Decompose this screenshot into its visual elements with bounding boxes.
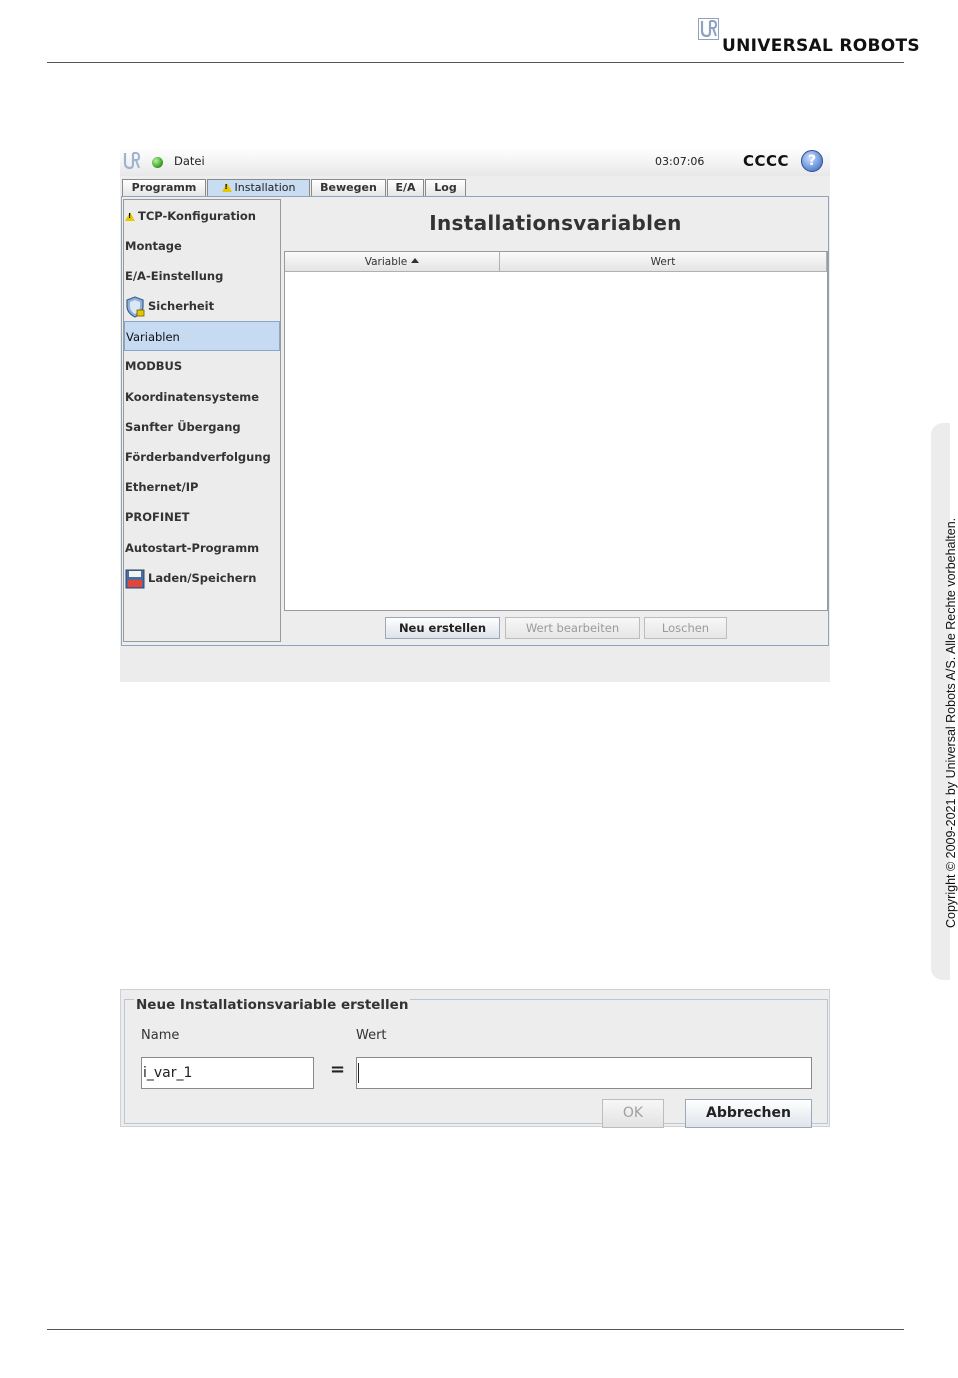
name-input[interactable]: i_var_1: [141, 1057, 314, 1089]
installation-variables-screen: [120, 148, 830, 682]
delete-button[interactable]: Loschen: [644, 617, 727, 639]
group-legend: Neue Installationsvariable erstellen: [136, 997, 409, 1013]
value-input[interactable]: [356, 1057, 812, 1089]
warning-icon: [222, 183, 232, 192]
bottom-strip: [120, 646, 830, 682]
tab-bewegen[interactable]: Bewegen: [311, 179, 386, 196]
clock: 03:07:06: [655, 155, 705, 168]
column-header-variable[interactable]: Variable: [285, 252, 500, 272]
nav-item-sicherheit[interactable]: Sicherheit: [124, 291, 280, 321]
cancel-button[interactable]: Abbrechen: [685, 1099, 812, 1128]
footer-rule: [47, 1329, 904, 1330]
nav-item-ea-einstellung[interactable]: E/A-Einstellung: [125, 269, 224, 283]
tab-log[interactable]: Log: [425, 179, 466, 196]
column-header-wert[interactable]: Wert: [500, 252, 827, 272]
nav-item-sanfter-uebergang[interactable]: Sanfter Übergang: [125, 420, 241, 434]
nav-item-laden-speichern[interactable]: Laden/Speichern: [124, 563, 280, 593]
nav-item-profinet[interactable]: PROFINET: [125, 510, 190, 524]
nav-item-tcp-konfiguration[interactable]: !TCP-Konfiguration: [124, 201, 280, 231]
top-bar: [120, 148, 830, 176]
installation-nav: [123, 199, 281, 642]
nav-item-koordinatensysteme[interactable]: Koordinatensysteme: [125, 390, 260, 404]
new-variable-dialog: [120, 989, 830, 1127]
nav-item-autostart-programm[interactable]: Autostart-Programm: [125, 541, 260, 555]
robot-name: CCCC: [743, 152, 790, 170]
nav-item-modbus[interactable]: MODBUS: [125, 359, 183, 373]
name-label: Name: [141, 1028, 180, 1043]
warning-icon: [125, 212, 135, 221]
help-icon[interactable]: ?: [801, 150, 823, 172]
ur-logo-icon: [122, 151, 142, 172]
ur-logo-icon: [698, 18, 719, 40]
panel-title: Installationsvariablen: [429, 211, 682, 235]
brand-name: UNIVERSAL ROBOTS: [722, 36, 920, 56]
robot-status-icon: [152, 157, 163, 168]
floppy-icon: [125, 569, 145, 589]
nav-item-montage[interactable]: Montage: [125, 239, 182, 253]
copyright-text: Copyright © 2009-2021 by Universal Robots A/S. Alle Rechte vorbehalten.: [944, 517, 958, 928]
tab-ea[interactable]: E/A: [387, 179, 424, 196]
nav-item-foerderbandverfolgung[interactable]: Förderbandverfolgung: [125, 450, 271, 464]
tab-programm[interactable]: Programm: [122, 179, 206, 196]
new-variable-group: [124, 999, 828, 1124]
brand: [698, 18, 920, 58]
equals-sign: =: [330, 1059, 346, 1080]
value-label: Wert: [356, 1028, 387, 1043]
create-new-button[interactable]: Neu erstellen: [385, 617, 500, 639]
shield-icon: [125, 296, 145, 318]
ok-button[interactable]: OK: [602, 1099, 664, 1128]
nav-item-ethernet-ip[interactable]: Ethernet/IP: [125, 480, 199, 494]
text-caret: [358, 1063, 359, 1083]
edit-value-button[interactable]: Wert bearbeiten: [505, 617, 640, 639]
variables-table[interactable]: [284, 251, 828, 611]
installation-frame: [121, 196, 829, 646]
tab-installation[interactable]: ! Installation: [207, 179, 310, 196]
sort-ascending-icon: [411, 258, 419, 263]
header-rule: [47, 62, 904, 63]
file-menu[interactable]: Datei: [174, 154, 205, 168]
nav-item-variablen[interactable]: Variablen: [124, 321, 280, 351]
